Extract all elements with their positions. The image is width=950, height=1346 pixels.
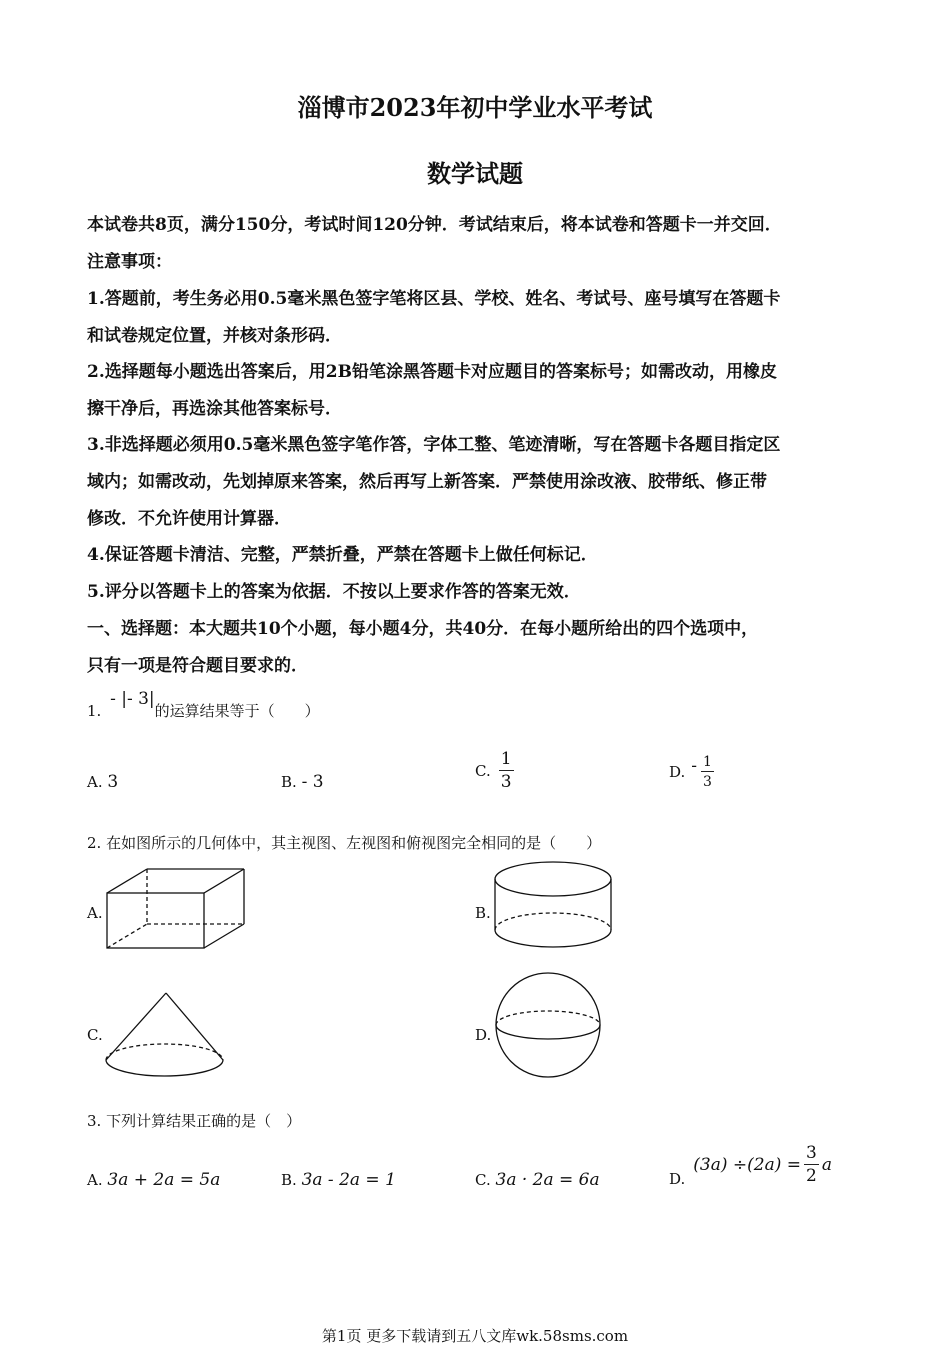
q2-option-b-label: B. (475, 904, 491, 922)
notice-title: 注意事项： (87, 252, 172, 272)
notice-3-line-3: 修改．不允许使用计算器． (87, 509, 291, 529)
question-1-text: 的运算结果等于（ ） (154, 702, 320, 720)
q1-option-a-value: 3 (107, 772, 119, 792)
question-1-number: 1. (87, 702, 102, 720)
q1-option-b: B. - 3 (281, 772, 324, 792)
question-3-text: 3. 下列计算结果正确的是（ ） (87, 1112, 302, 1130)
q1-option-d-fraction: $\frac{1}{3}$ (703, 754, 712, 790)
q1-option-b-value: - 3 (301, 772, 324, 792)
q1-option-d: D. - $\frac{1}{3}$ (669, 754, 712, 790)
page-subtitle: 数学试题 (427, 159, 523, 188)
sphere-figure (496, 973, 600, 1077)
q2-option-d-label: D. (475, 1026, 492, 1044)
q1-option-c: C. $\frac{1}{3}$ (475, 749, 512, 792)
q3-option-c-expression: 3a · 2a = 6a (495, 1170, 600, 1190)
q3-option-d-right: a (821, 1155, 832, 1175)
q1-option-a: A. 3 (87, 772, 119, 792)
q3-option-d-fraction: $\frac{3}{2}$ (806, 1143, 817, 1186)
q3-option-d: D. (3a) ÷(2a) = $\frac{3}{2}$ a (669, 1143, 832, 1188)
notice-5: 5.评分以答题卡上的答案为依据．不按以上要求作答的答案无效． (87, 582, 581, 602)
q3-option-c: C. 3a · 2a = 6a (475, 1170, 600, 1190)
q3-option-b: B. 3a - 2a = 1 (281, 1170, 396, 1190)
cone-figure (106, 993, 223, 1076)
q1-option-c-fraction: $\frac{1}{3}$ (500, 749, 512, 792)
q2-option-c-label: C. (87, 1026, 103, 1044)
notice-2-line-2: 擦干净后，再选涂其他答案标号． (87, 399, 342, 419)
notice-1-line-1: 1.答题前，考生务必用0.5毫米黑色签字笔将区县、学校、姓名、考试号、座号填写在答题卡 (87, 289, 781, 309)
q2-option-a-label: A. (87, 904, 103, 922)
q3-option-d-left: (3a) ÷(2a) = (693, 1155, 801, 1175)
page-title: 淄博市2023年初中学业水平考试 (297, 93, 653, 122)
section-1-heading-line-2: 只有一项是符合题目要求的． (87, 656, 308, 676)
q3-option-b-expression: 3a - 2a = 1 (301, 1170, 396, 1190)
notice-1-line-2: 和试卷规定位置，并核对条形码． (87, 326, 342, 346)
exam-intro: 本试卷共8页，满分150分，考试时间120分钟．考试结束后，将本试卷和答题卡一并交回． (87, 215, 782, 235)
question-2-text: 2. 在如图所示的几何体中，其主视图、左视图和俯视图完全相同的是（ ） (87, 834, 602, 852)
notice-3-line-1: 3.非选择题必须用0.5毫米黑色签字笔作答，字体工整、笔迹清晰，写在答题卡各题目指定区 (87, 435, 781, 455)
notice-4: 4.保证答题卡清洁、完整，严禁折叠，严禁在答题卡上做任何标记． (87, 545, 598, 565)
notice-2-line-1: 2.选择题每小题选出答案后，用2B铅笔涂黑答题卡对应题目的答案标号；如需改动，用橡皮 (87, 362, 777, 382)
q3-option-a: A. 3a + 2a = 5a (87, 1170, 221, 1190)
page-footer: 第1页 更多下载请到五八文库wk.58sms.com (321, 1327, 629, 1345)
section-1-heading-line-1: 一、选择题：本大题共10个小题，每小题4分，共40分．在每小题所给出的四个选项中， (87, 619, 759, 639)
q3-option-a-expression: 3a + 2a = 5a (107, 1170, 221, 1190)
cuboid-figure (107, 869, 244, 948)
question-1-expression: - |- 3| (110, 689, 155, 709)
cylinder-figure (495, 862, 611, 947)
notice-3-line-2: 域内；如需改动，先划掉原来答案，然后再写上新答案．严禁使用涂改液、胶带纸、修正带 (87, 472, 767, 492)
